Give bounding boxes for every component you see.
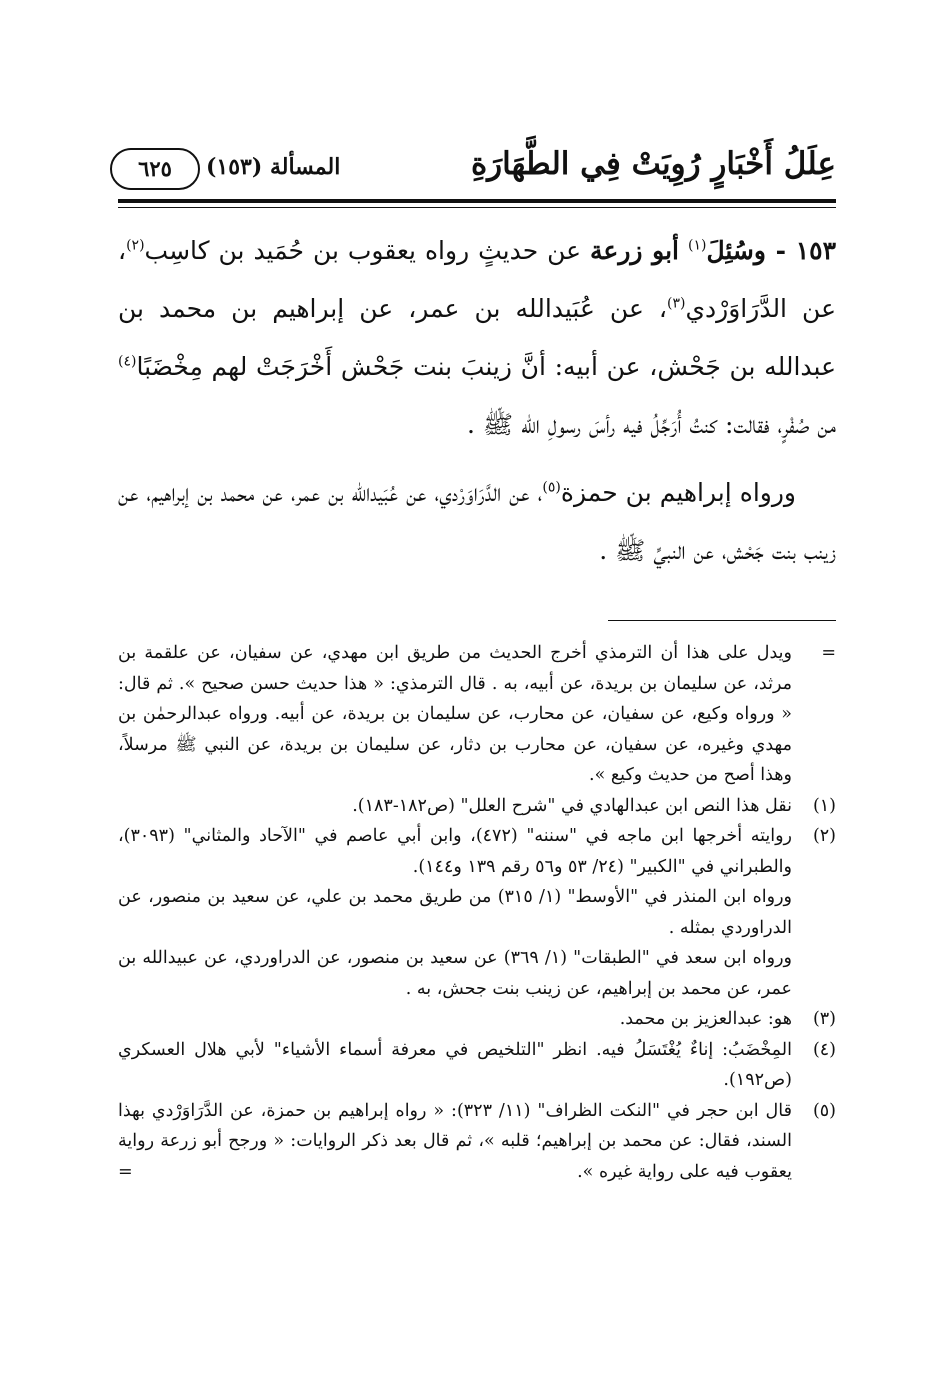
footnote-text: هو: عبدالعزيز بن محمد. <box>619 1009 792 1029</box>
footnotes <box>118 638 836 1187</box>
main-text <box>118 222 836 580</box>
footnote-number: (٤) <box>812 1039 836 1060</box>
footnote-ref-4: (٤) <box>118 353 137 370</box>
footnote-ref-2: (٢) <box>126 237 145 254</box>
footnote-2 <box>118 821 836 1004</box>
running-header <box>110 140 836 190</box>
footnote-5 <box>118 1096 836 1188</box>
footnote-separator <box>608 620 836 621</box>
footnote-ref-3: (٣) <box>666 295 686 312</box>
footnote-text: روايته أخرجها ابن ماجه في "سننه" (٤٧٢)، وابن أبي عاصم في "الآحاد والمثاني" (٣٠٩٣)، والطبراني في "الكبير" (٢٤/ ٥٣ و٥٦ رقم ١٣٩ و١٤٤). <box>118 826 792 877</box>
footnote-4 <box>118 1035 836 1096</box>
book-title: عِلَلُ أَخْبَارٍ رُوِيَتْ فِي الطَّهَارَةِ <box>470 146 836 182</box>
paragraph-text: من صُفْرٍ، فقالت: كنتُ أُرَجِّلُ فيه رأسَ رسولِ الله ﷺ . <box>467 410 836 439</box>
issue-label: المسألة (١٥٣) <box>206 154 341 180</box>
second-paragraph <box>118 464 836 580</box>
footnote-text: ويدل على هذا أن الترمذي أخرج الحديث من طريق ابن مهدي، عن سفيان، عن علقمة بن مرثد، عن سليمان بن بريدة، عن أبيه، به . قال الترمذي: « هذا حديث حسن صحيح ». ثم قال: « ورواه وكيع، عن سفيان، عن محارب، عن سليمان بن بريدة، عن أبيه. ورواه عبدالرحمٰن بن مهدي وغيره، عن سفيان، عن محارب بن دثار، عن سليمان بن بريدة، عن النبي ﷺ مرسلاً، وهذا أصح من حديث وكيع ». <box>118 643 792 785</box>
footnote-ref-5: (٥) <box>542 479 561 496</box>
footnote-text: المِخْضَبُ: إناءٌ يُغْتَسَلُ فيه. انظر "التلخيص في معرفة أسماء الأشياء" لأبي هلال العسكري (ص١٩٢). <box>118 1039 792 1090</box>
footnote-text: قال ابن حجر في "النكت الظراف" (١١/ ٣٢٣): « رواه إبراهيم بن حمزة، عن الدَّرَاوَرْدي بهذا السند، فقال: عن محمد بن إبراهيم؛ قلبه »، ثم قال بعد ذكر الروايات: « ورجح أبو زرعة رواية يعقوب فيه على رواية غيره ». <box>118 1100 792 1182</box>
paragraph-text: عن حديثٍ رواه يعقوب بن حُمَيد بن كاسِب <box>144 236 582 265</box>
footnote-3 <box>118 1004 836 1035</box>
paragraph-text: ورواه إبراهيم بن حمزة <box>560 478 796 507</box>
footnote-number: (٥) <box>812 1100 836 1121</box>
footnote-text: نقل هذا النص ابن عبدالهادي في "شرح العلل" (ص١٨٢-١٨٣). <box>352 795 792 816</box>
paragraph-text: ، عن الدَّرَاوَرْدي <box>118 236 836 323</box>
footnote-ref-1: (١) <box>687 237 707 254</box>
footnote-text-cont: ورواه ابن المنذر في "الأوسط" (١/ ٣١٥) من طريق محمد بن علي، عن سعيد بن منصور، عن الدراوردي بمثله . <box>118 887 792 938</box>
footnote-number: (١) <box>812 795 836 816</box>
header-rule-thick <box>118 199 836 203</box>
header-rule-thin <box>118 207 836 208</box>
continuation-marker: = <box>821 643 836 663</box>
continuation-marker: = <box>118 1161 133 1182</box>
footnote-1 <box>118 791 836 822</box>
footnote-continuation <box>118 638 836 791</box>
footnote-number: (٣) <box>812 1009 836 1029</box>
paragraph-text: ، عن عُبَيدالله بن عمر، عن إبراهيم بن محمد بن عبدالله بن جَحْش، عن أبيه: أنَّ زينبَ بنت جَحْش أَخْرَجَتْ لهم مِخْضَبًا <box>118 294 836 381</box>
issue-paragraph <box>118 222 836 454</box>
footnote-number: (٢) <box>812 826 836 846</box>
paragraph-text: ، عن الدَّرَاوَرْدي، عن عُبَيدالله بن عمر، عن محمد بن إبراهيم، عن زينب بنت جَحْش، عن النبيِّ ﷺ . <box>118 478 836 565</box>
footnote-text-cont: ورواه ابن سعد في "الطبقات" (١/ ٣٦٩) عن سعيد بن منصور، عن الدراوردي، عن عبيدالله بن عمر، عن محمد بن إبراهيم، عن زينب بنت جحش، به . <box>118 948 792 999</box>
questioned-scholar: أبو زرعة <box>590 236 680 265</box>
issue-number: ١٥٣ - وسُئِلَ <box>706 236 837 265</box>
page-number: ٦٢٥ <box>110 148 200 190</box>
